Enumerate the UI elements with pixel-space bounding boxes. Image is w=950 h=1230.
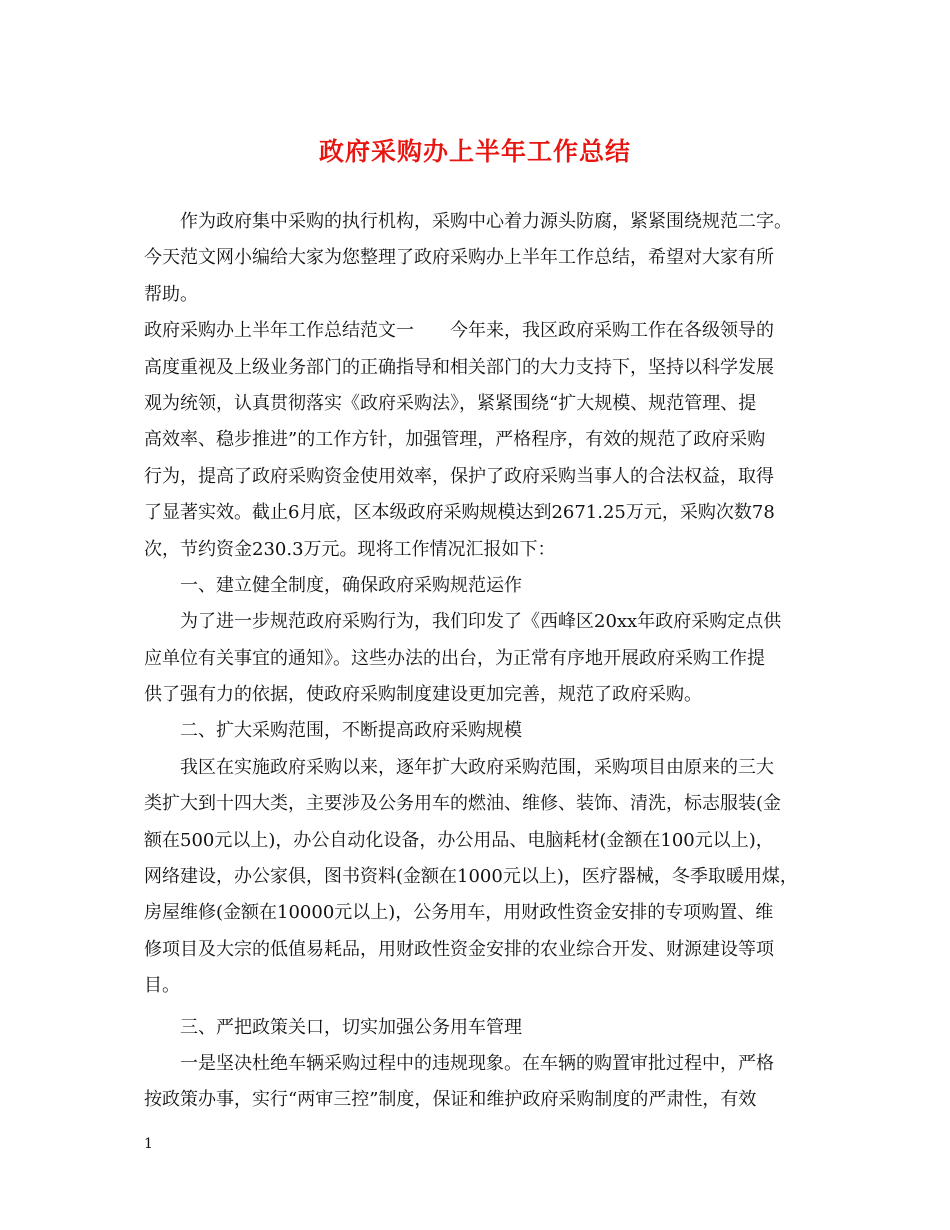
paragraph-line: 我区在实施政府采购以来，逐年扩大政府采购范围，采购项目由原来的三大 (180, 756, 774, 778)
section-heading: 二、扩大采购范围，不断提高政府采购规模 (180, 720, 522, 742)
section-heading: 三、严把政策关口，切实加强公务用车管理 (180, 1016, 522, 1038)
document-body (144, 204, 816, 1119)
paragraph-line: 次，节约资金230.3万元。现将工作情况汇报如下： (144, 538, 556, 560)
paragraph-line: 目。 (144, 975, 180, 997)
page-number: 1 (144, 1136, 153, 1152)
paragraph-line: 观为统领，认真贯彻落实《政府采购法》，紧紧围绕“扩大规模、规范管理、提 (144, 392, 757, 414)
paragraph-line: 政府采购办上半年工作总结范文一 今年来，我区政府采购工作在各级领导的 (144, 320, 774, 342)
paragraph-line: 类扩大到十四大类，主要涉及公务用车的燃油、维修、装饰、清洗，标志服装(金 (144, 793, 782, 815)
paragraph-line: 作为政府集中采购的执行机构，采购中心着力源头防腐，紧紧围绕规范二字。 (180, 211, 792, 232)
paragraph-line: 今天范文网小编给大家为您整理了政府采购办上半年工作总结，希望对大家有所 (144, 247, 774, 269)
paragraph-line: 房屋维修(金额在10000元以上)，公务用车，用财政性资金安排的专项购置、维 (144, 902, 774, 924)
paragraph-line: 应单位有关事宜的通知》。这些办法的出台，为正常有序地开展政府采购工作提 (144, 647, 765, 669)
paragraph-line: 行为，提高了政府采购资金使用效率，保护了政府采购当事人的合法权益，取得 (144, 465, 774, 487)
paragraph-line: 额在500元以上)，办公自动化设备，办公用品、电脑耗材(金额在100元以上)， (144, 829, 774, 851)
paragraph-line: 为了进一步规范政府采购行为，我们印发了《西峰区20xx年政府采购定点供 (180, 611, 782, 633)
paragraph-line: 一是坚决杜绝车辆采购过程中的违规现象。在车辆的购置审批过程中，严格 (180, 1052, 774, 1074)
paragraph-line: 修项目及大宗的低值易耗品，用财政性资金安排的农业综合开发、财源建设等项 (144, 938, 774, 960)
paragraph-line: 高效率、稳步推进”的工作方针，加强管理，严格程序，有效的规范了政府采购 (144, 429, 766, 451)
section-heading: 一、建立健全制度，确保政府采购规范运作 (180, 574, 522, 596)
paragraph-line: 按政策办事，实行“两审三控”制度，保证和维护政府采购制度的严肃性，有效 (144, 1089, 757, 1111)
paragraph-line: 高度重视及上级业务部门的正确指导和相关部门的大力支持下，坚持以科学发展 (144, 356, 774, 378)
document-title: 政府采购办上半年工作总结 (318, 137, 631, 166)
paragraph-line: 帮助。 (144, 283, 198, 305)
paragraph-line: 网络建设，办公家俱，图书资料(金额在1000元以上)，医疗器械，冬季取暖用煤， (144, 866, 798, 888)
paragraph-line: 了显著实效。截止6月底，区本级政府采购规模达到2671.25万元，采购次数78 (144, 502, 775, 524)
paragraph-line: 供了强有力的依据，使政府采购制度建设更加完善，规范了政府采购。 (144, 684, 702, 706)
